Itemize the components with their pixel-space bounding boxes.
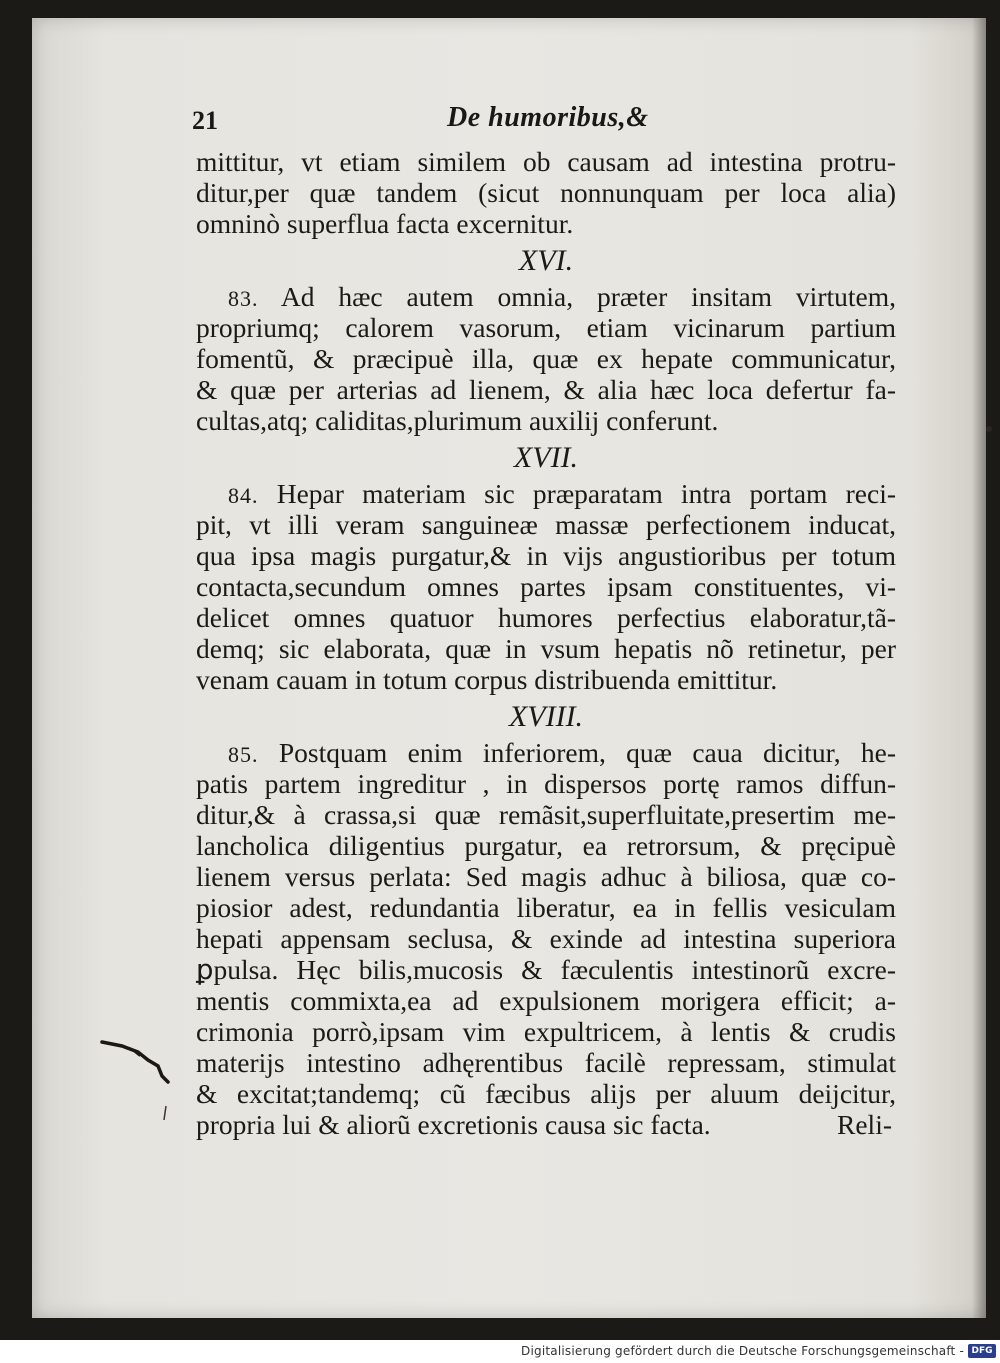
- ink-mark-icon: [100, 1036, 190, 1126]
- running-head: De humoribus,&: [447, 102, 649, 133]
- text-line: patis partem ingreditur , in dispersos portę ramos diffun-: [196, 768, 896, 799]
- text-line: mentis commixta,ea ad expulsionem morigera efficit; a-: [196, 985, 896, 1016]
- catchword: Reli-: [837, 1109, 892, 1140]
- text-line: ditur,& à crassa,si quæ remãsit,superfluitate,presertim me-: [196, 799, 896, 830]
- dfg-logo: DFG: [968, 1344, 996, 1358]
- text-line: & quæ per arterias ad lienem, & alia hæc loca defertur fa-: [196, 374, 896, 405]
- digitization-footer: [0, 1340, 1000, 1363]
- text-line: pit, vt illi veram sanguineæ massæ perfectionem inducat,: [196, 509, 896, 540]
- text-line: & excitat;tandemq; cũ fæcibus alijs per aluum deijcitur,: [196, 1078, 896, 1109]
- text-line: mittitur, vt etiam similem ob causam ad intestina protru-: [196, 146, 896, 177]
- text-line: fomentũ, & præcipuè illa, quæ ex hepate communicatur,: [196, 343, 896, 374]
- text-line: ditur,per quæ tandem (sicut nonnunquam per loca alia): [196, 177, 896, 208]
- text-line: ꝑpulsa. Hęc bilis,mucosis & fæculentis intestinorũ excre-: [196, 954, 896, 985]
- paragraph-83-first-line: [196, 281, 896, 312]
- body-text: [196, 146, 896, 1140]
- text-line: lienem versus perlata: Sed magis adhuc à biliosa, quæ co-: [196, 861, 896, 892]
- text-line: Postquam enim inferiorem, quæ caua dicitur, he-: [278, 737, 896, 768]
- text-line: hepati appensam seclusa, & exinde ad intestina superiora: [196, 923, 896, 954]
- speck-mark: [986, 426, 992, 432]
- text-line: propria lui & aliorũ excretionis causa sic facta.: [196, 1109, 711, 1140]
- text-line: cultas,atq; caliditas,plurimum auxilij conferunt.: [196, 405, 719, 436]
- paragraph-84-first-line: [196, 478, 896, 509]
- text-line: demq; sic elaborata, quæ in vsum hepatis nõ retinetur, per: [196, 633, 896, 664]
- text-line: contacta,secundum omnes partes ipsam constituentes, vi-: [196, 571, 896, 602]
- text-line: omninò superflua facta excernitur.: [196, 208, 574, 239]
- text-line: materijs intestino adhęrentibus facilè repressam, stimulat: [196, 1047, 896, 1078]
- text-line: qua ipsa magis purgatur,& in vijs angustioribus per totum: [196, 540, 896, 571]
- section-heading-xviii: XVIII.: [508, 700, 584, 733]
- text-line: delicet omnes quatuor humores perfectius elaboratur,tã-: [196, 602, 896, 633]
- text-line: piosior adest, redundantia liberatur, ea in fellis vesiculam: [196, 892, 896, 923]
- paragraph-number-84: 84.: [228, 483, 259, 508]
- section-heading-xvii: XVII.: [513, 441, 579, 474]
- section-heading-xvi: XVI.: [518, 244, 574, 277]
- text-line: venam cauam in totum corpus distribuenda emittitur.: [196, 664, 778, 695]
- page-header: [32, 102, 986, 142]
- text-line: Ad hæc autem omnia, præter insitam virtutem,: [280, 281, 896, 312]
- text-line: Hepar materiam sic præparatam intra portam reci-: [276, 478, 897, 509]
- page-number: 21: [192, 106, 218, 135]
- dfg-credit-text: Digitalisierung gefördert durch die Deutsche Forschungsgemeinschaft -: [521, 1344, 964, 1358]
- paragraph-number-83: 83.: [228, 286, 259, 311]
- final-line: [196, 1109, 896, 1140]
- paragraph-number-85: 85.: [228, 742, 259, 767]
- text-line: crimonia porrò,ipsam vim expultricem, à lentis & crudis: [196, 1016, 896, 1047]
- text-line: lancholica diligentius purgatur, ea retrorsum, & pręcipuè: [196, 830, 896, 861]
- paragraph-85-first-line: [196, 737, 896, 768]
- text-line: propriumq; calorem vasorum, etiam vicinarum partium: [196, 312, 896, 343]
- page-edge-shadow: [972, 18, 986, 1318]
